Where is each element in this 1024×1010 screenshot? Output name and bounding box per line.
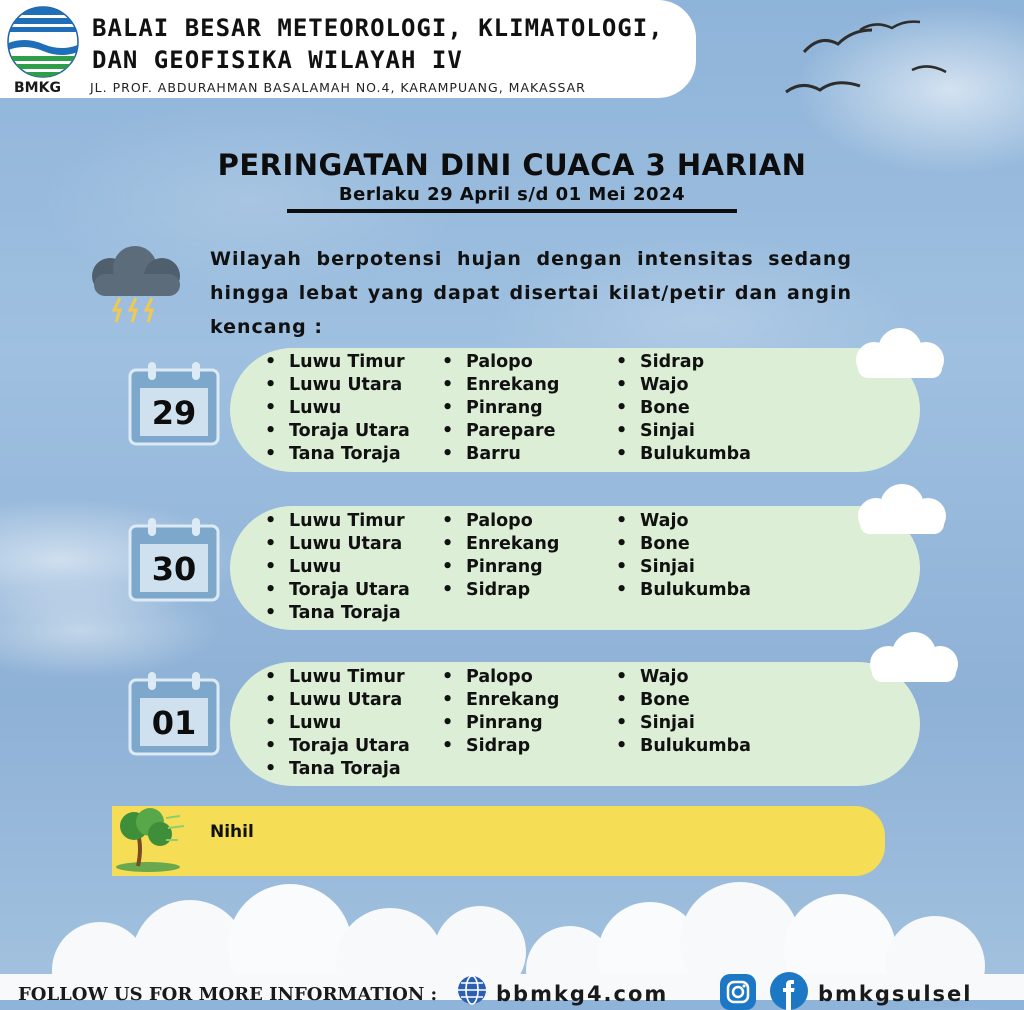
region-item: • Luwu Timur — [265, 510, 410, 533]
globe-icon — [456, 974, 488, 1006]
region-item: • Sidrap — [442, 579, 559, 602]
facebook-icon[interactable] — [770, 972, 808, 1010]
website-link[interactable]: bbmkg4.com — [496, 982, 669, 1006]
date-number: 30 — [151, 550, 197, 588]
region-item: • Pinrang — [442, 556, 559, 579]
region-item: • Enrekang — [442, 533, 559, 556]
region-item: • Luwu Timur — [265, 351, 410, 374]
region-item: • Luwu Utara — [265, 374, 410, 397]
thunderstorm-cloud-icon — [80, 246, 190, 330]
title-underline — [287, 209, 737, 213]
region-item: • Bone — [616, 533, 751, 556]
windy-tree-icon — [108, 804, 188, 874]
region-item: • Barru — [442, 443, 559, 466]
region-item: • Wajo — [616, 666, 751, 689]
wind-warning-value: Nihil — [210, 822, 254, 842]
page-title: PERINGATAN DINI CUACA 3 HARIAN — [217, 148, 807, 182]
region-item: • Enrekang — [442, 374, 559, 397]
region-item: • Sinjai — [616, 556, 751, 579]
region-column — [265, 351, 410, 466]
follow-us-text: FOLLOW US FOR MORE INFORMATION : — [18, 984, 438, 1005]
region-item: • Luwu — [265, 556, 410, 579]
validity-period: Berlaku 29 April s/d 01 Mei 2024 — [338, 184, 686, 205]
region-item: • Bone — [616, 397, 751, 420]
region-column — [265, 666, 410, 781]
cloud-icon — [848, 482, 952, 538]
region-item: • Pinrang — [442, 712, 559, 735]
region-column — [442, 351, 559, 466]
region-item: • Wajo — [616, 510, 751, 533]
region-column — [616, 666, 751, 758]
region-item: • Luwu Timur — [265, 666, 410, 689]
region-item: • Bulukumba — [616, 443, 751, 466]
region-item: • Toraja Utara — [265, 579, 410, 602]
region-item: • Luwu Utara — [265, 533, 410, 556]
address: JL. PROF. ABDURAHMAN BASALAMAH NO.4, KARAMPUANG, MAKASSAR — [90, 80, 586, 95]
instagram-icon[interactable] — [720, 974, 756, 1010]
region-item: • Bulukumba — [616, 579, 751, 602]
region-item: • Palopo — [442, 666, 559, 689]
region-column — [616, 510, 751, 602]
region-column — [442, 666, 559, 758]
date-number: 01 — [151, 704, 197, 742]
region-item: • Bulukumba — [616, 735, 751, 758]
social-handle[interactable]: bmkgsulsel — [818, 982, 973, 1006]
bottom-clouds — [0, 870, 1024, 1000]
region-item: • Pinrang — [442, 397, 559, 420]
region-item: • Palopo — [442, 351, 559, 374]
region-item: • Toraja Utara — [265, 735, 410, 758]
region-item: • Luwu — [265, 397, 410, 420]
cloud-icon — [860, 630, 964, 686]
region-item: • Wajo — [616, 374, 751, 397]
logo-text: BMKG — [14, 80, 61, 96]
region-column — [616, 351, 751, 466]
region-item: • Sinjai — [616, 420, 751, 443]
region-item: • Tana Toraja — [265, 602, 410, 625]
birds — [780, 10, 980, 110]
region-item: • Tana Toraja — [265, 758, 410, 781]
region-column — [265, 510, 410, 625]
org-name-line1: BALAI BESAR METEOROLOGI, KLIMATOLOGI, — [92, 14, 664, 42]
warning-description: Wilayah berpotensi hujan dengan intensitas sedang hingga lebat yang dapat disertai kilat/petir dan angin kencang : — [210, 248, 852, 338]
region-item: • Sidrap — [616, 351, 751, 374]
region-column — [442, 510, 559, 602]
org-name-line2: DAN GEOFISIKA WILAYAH IV — [92, 46, 463, 74]
region-item: • Palopo — [442, 510, 559, 533]
region-item: • Bone — [616, 689, 751, 712]
region-item: • Sidrap — [442, 735, 559, 758]
region-item: • Luwu Utara — [265, 689, 410, 712]
region-item: • Parepare — [442, 420, 559, 443]
cloud-icon — [846, 326, 950, 382]
region-item: • Enrekang — [442, 689, 559, 712]
region-item: • Sinjai — [616, 712, 751, 735]
region-item: • Toraja Utara — [265, 420, 410, 443]
date-number: 29 — [151, 394, 197, 432]
region-item: • Tana Toraja — [265, 443, 410, 466]
region-item: • Luwu — [265, 712, 410, 735]
